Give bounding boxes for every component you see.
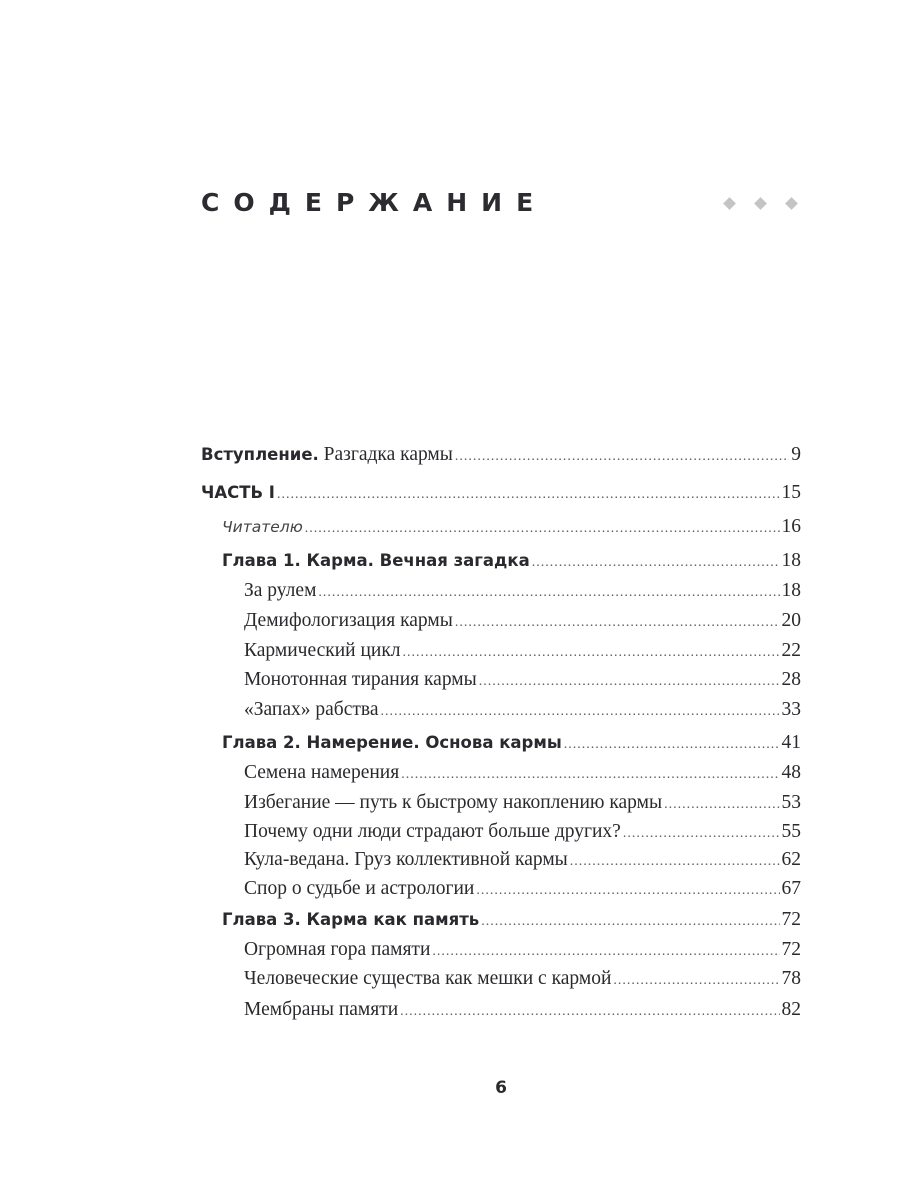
toc-entry-page: 82 <box>781 999 801 1020</box>
toc-entry[interactable] <box>222 908 801 934</box>
diamond-icon <box>723 197 736 210</box>
toc-entry[interactable] <box>244 639 801 665</box>
toc-entry[interactable] <box>244 848 801 874</box>
toc-entry-page: 41 <box>781 732 801 753</box>
toc-entry-title: Монотонная тирания кармы <box>244 669 477 690</box>
toc-entry-page: 33 <box>781 699 801 720</box>
diamond-icon <box>754 197 767 210</box>
toc-entry[interactable] <box>201 443 801 469</box>
toc-entry-page: 78 <box>781 968 801 989</box>
dot-leader <box>381 700 780 724</box>
dot-leader <box>455 611 780 635</box>
dot-leader <box>401 763 779 787</box>
toc-entry-page: 18 <box>781 580 801 601</box>
toc-entry[interactable] <box>201 481 801 507</box>
toc-entry-page: 55 <box>781 821 801 842</box>
diamond-icon <box>785 197 798 210</box>
dot-leader <box>570 850 780 874</box>
toc-entry[interactable] <box>244 579 801 605</box>
toc-entry-page: 15 <box>781 482 801 503</box>
toc-entry[interactable] <box>222 731 801 757</box>
toc-entry-page: 18 <box>781 550 801 571</box>
toc-entry-title: Кула-ведана. Груз коллективной кармы <box>244 849 568 870</box>
toc-entry-page: 72 <box>781 909 801 930</box>
toc-entry[interactable] <box>244 967 801 993</box>
dot-leader <box>318 581 779 605</box>
ornament-diamonds <box>725 199 796 208</box>
page-title: СОДЕРЖАНИЕ <box>201 188 548 217</box>
toc-entry-heading: ЧАСТЬ I <box>201 483 275 502</box>
toc-entry-heading: Глава 3. Карма как память <box>222 910 480 929</box>
toc-entry-title: «Запах» рабства <box>244 699 379 720</box>
toc-entry-title: За рулем <box>244 580 317 601</box>
toc-entry-heading: Вступление. <box>201 445 319 464</box>
toc-entry-title: Разгадка кармы <box>318 444 453 465</box>
toc-entry[interactable] <box>244 668 801 694</box>
toc-entry-heading: Глава 2. Намерение. Основа кармы <box>222 733 562 752</box>
toc-entry-title: Кармический цикл <box>244 640 401 661</box>
toc-entry-title: Читателю <box>222 518 303 536</box>
toc-entry[interactable] <box>222 549 801 575</box>
dot-leader <box>277 483 780 507</box>
toc-entry[interactable] <box>244 820 801 846</box>
toc-entry-page: 16 <box>781 516 801 537</box>
toc-entry-title: Почему одни люди страдают больше других? <box>244 821 621 842</box>
toc-entry-title: Огромная гора памяти <box>244 939 431 960</box>
toc-entry[interactable] <box>222 515 801 541</box>
toc-entry-page: 20 <box>781 610 801 631</box>
toc-entry-page: 72 <box>781 939 801 960</box>
toc-entry-page: 22 <box>781 640 801 661</box>
toc-entry[interactable] <box>244 609 801 635</box>
dot-leader <box>481 910 779 934</box>
dot-leader <box>664 793 779 817</box>
dot-leader <box>479 670 780 694</box>
toc-entry-title: Демифологизация кармы <box>244 610 453 631</box>
dot-leader <box>613 969 779 993</box>
toc-entry[interactable] <box>244 998 801 1024</box>
toc-entry-title: Человеческие существа как мешки с кармой <box>244 968 612 989</box>
toc-entry[interactable] <box>244 791 801 817</box>
dot-leader <box>403 641 780 665</box>
toc-entry-page: 28 <box>781 669 801 690</box>
toc-entry-page: 53 <box>781 792 801 813</box>
toc-entry[interactable] <box>244 877 801 903</box>
dot-leader <box>623 822 780 846</box>
dot-leader <box>400 1000 779 1024</box>
toc-entry[interactable] <box>244 938 801 964</box>
toc-entry-page: 62 <box>781 849 801 870</box>
toc-entry-title: Спор о судьбе и астрологии <box>244 878 475 899</box>
toc-entry-title: Семена намерения <box>244 762 400 783</box>
toc-entry[interactable] <box>244 698 801 724</box>
toc-entry-heading: Глава 1. Карма. Вечная загадка <box>222 551 530 570</box>
toc-entry[interactable] <box>244 761 801 787</box>
toc-entry-page: 67 <box>781 878 801 899</box>
dot-leader <box>476 879 779 903</box>
toc-entry-page: 9 <box>791 444 801 465</box>
toc-entry-title: Избегание — путь к быстрому накоплению кармы <box>244 792 663 813</box>
dot-leader <box>564 733 780 757</box>
page-number: 6 <box>495 1078 507 1098</box>
dot-leader <box>532 551 780 575</box>
dot-leader <box>455 445 789 469</box>
dot-leader <box>305 517 780 541</box>
dot-leader <box>432 940 779 964</box>
toc-entry-page: 48 <box>781 762 801 783</box>
toc-entry-title: Мембраны памяти <box>244 999 399 1020</box>
